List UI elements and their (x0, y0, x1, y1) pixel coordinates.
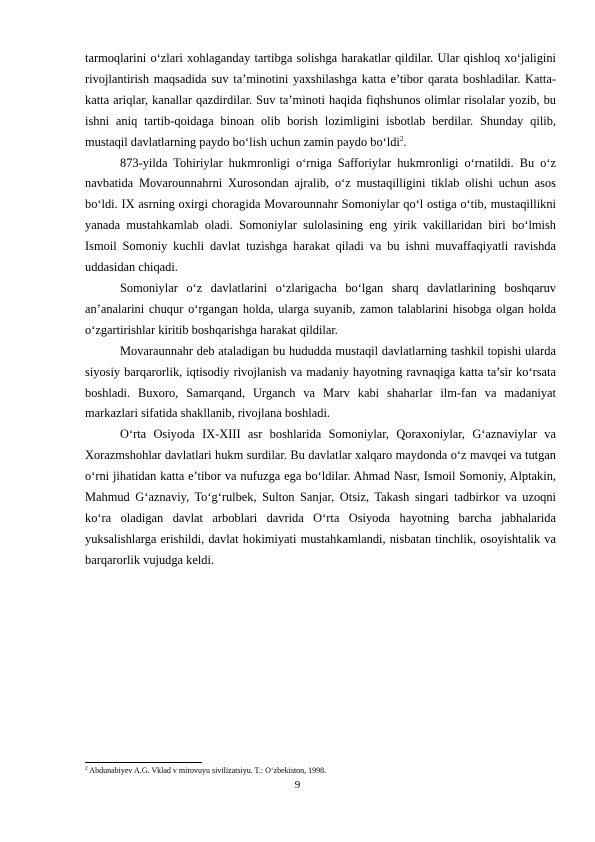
footnote-separator (85, 762, 202, 763)
paragraph-text: tarmoqlarini o‘zlari xohlaganday tartibga solishga harakatlar qildilar. Ular qishloq xo‘jaligini rivojlantirish maqsadida suv ta’minotini yaxshilashga katta e’tibor qarata boshladilar. Katta-katta ariqlar, kanallar qazdirdilar. Suv ta’minoti haqida fiqhshunos olimlar risolalar yozib, bu ishni aniq tartib-qoidaga binoan olib borish lozimligini isbotlab berdilar. Shunday qilib, mustaqil davlatlarning paydo bo‘lish uchun zamin paydo bo‘ldi (85, 51, 556, 149)
paragraph-1 (85, 48, 556, 153)
page-number: 9 (294, 779, 301, 791)
footnote-reference[interactable]: 2 (399, 134, 404, 143)
footnote (85, 766, 326, 776)
paragraph-2: 873-yilda Tohiriylar hukmronligi o‘rniga Safforiylar hukmronligi o‘rnatildi. Bu o‘z navbatida Movarounnahrni Xurosondan ajralib, o‘z mustaqilligini tiklab olishi uchun asos bo‘ldi. IX asrning oxirgi choragida Movarounnahr Somoniylar qo‘l ostiga o‘tib, mustaqillikni yanada mustahkamlab oladi. Somoniylar sulolasining eng yirik vakillaridan biri bo‘lmish Ismoil Somoniy kuchli davlat tuzishga harakat qiladi va bu ishni muvaffaqiyatli ravishda uddasidan chiqadi. (85, 155, 556, 275)
footnote-number: 2 (85, 765, 88, 772)
paragraph-3: Somoniylar o‘z davlatlarini o‘zlarigacha bo‘lgan sharq davlatlarining boshqaruv an’analarini chuqur o‘rgangan holda, ularga suyanib, zamon talablarini hisobga olgan holda o‘zgartirishlar kiritib boshqarishga harakat qildilar. (85, 280, 556, 337)
paragraph-tail: . (403, 134, 407, 149)
paragraph-4: Movaraunnahr deb ataladigan bu hududda mustaqil davlatlarning tashkil topishi ularda siyosiy barqarorlik, iqtisodiy rivojlanish va madaniy hayotning ravnaqiga katta ta’sir ko‘rsata boshladi. Buxoro, Samarqand, Urganch va Marv kabi shaharlar ilm-fan va madaniyat markazlari sifatida shakllanib, rivojlana boshladi. (85, 343, 556, 421)
page-body (85, 48, 556, 571)
footnote-text: Abdunabiyev A.G. Vklad v mirovuyu sivilizatsiyu. T.: O‘zbekiston, 1998. (87, 766, 327, 775)
paragraph-5: O‘rta Osiyoda IX-XIII asr boshlarida Somoniylar, Qoraxoniylar, G‘aznaviylar va Xorazmshohlar davlatlari hukm surdilar. Bu davlatlar xalqaro maydonda o‘z mavqei va tutgan o‘rni jihatidan katta e’tibor va nufuzga ega bo‘ldilar. Ahmad Nasr, Ismoil Somoniy, Alptakin, Mahmud G‘aznaviy, To‘g‘rulbek, Sulton Sanjar, Otsiz, Takash singari tadbirkor va uzoqni ko‘ra oladigan davlat arboblari davrida O‘rta Osiyoda hayotning barcha jabhalarida yuksalishlarga erishildi, davlat hokimiyati mustahkamlandi, nisbatan tinchlik, osoyishtalik va barqarorlik vujudga keldi. (85, 427, 556, 567)
